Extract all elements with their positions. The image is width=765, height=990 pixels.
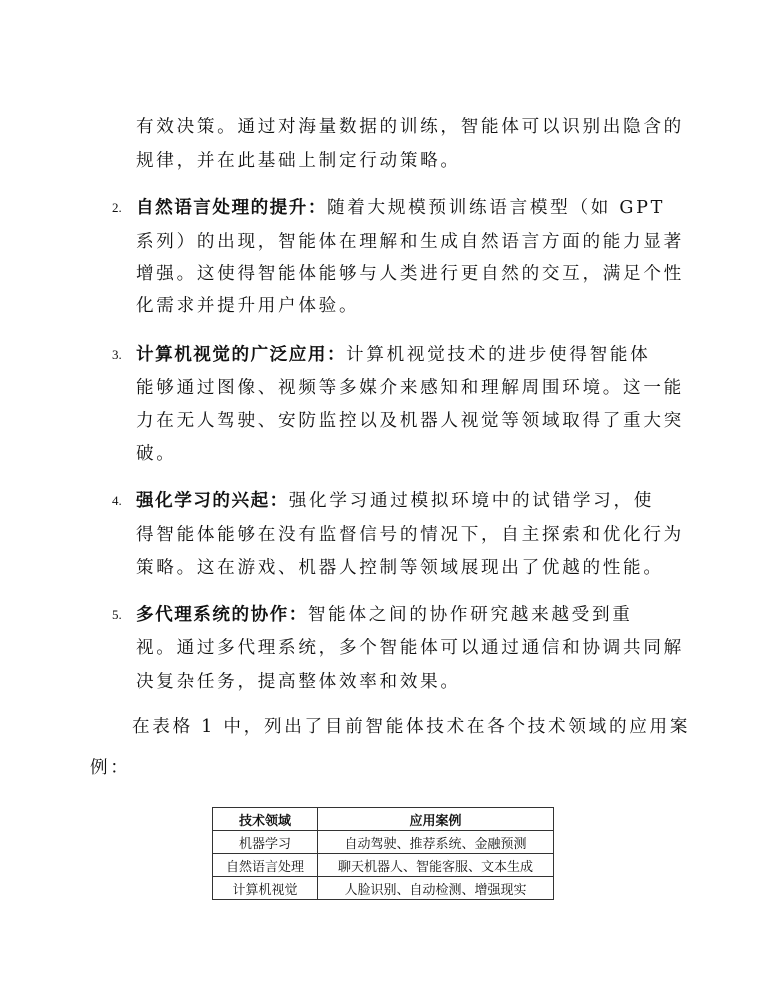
table-header-cell: 技术领域 — [213, 808, 318, 831]
list-item-title: 强化学习的兴起： — [136, 491, 289, 511]
list-item-line: 力在无人驾驶、安防监控以及机器人视觉等领域取得了重大突 — [136, 411, 684, 431]
list-item-line: 策略。这在游戏、机器人控制等领域展现出了优越的性能。 — [136, 558, 664, 578]
list-item-line: 得智能体能够在没有监督信号的情况下，自主探索和优化行为 — [136, 525, 684, 545]
table-cell: 聊天机器人、智能客服、文本生成 — [318, 854, 554, 877]
list-item-text: 计算机视觉技术的进步使得智能体 — [346, 345, 651, 365]
table-cell: 自动驾驶、推荐系统、金融预测 — [318, 831, 554, 854]
table-cell: 自然语言处理 — [213, 854, 318, 877]
list-item-line: 视。通过多代理系统，多个智能体可以通过通信和协调共同解 — [136, 638, 684, 658]
table-row — [213, 831, 554, 854]
table-cell: 人脸识别、自动检测、增强现实 — [318, 877, 554, 900]
closing-line-2: 例： — [90, 758, 131, 778]
intro-line-2: 规律，并在此基础上制定行动策略。 — [136, 151, 461, 171]
intro-line-1: 有效决策。通过对海量数据的训练，智能体可以识别出隐含的 — [136, 117, 684, 137]
list-item-title: 自然语言处理的提升： — [136, 198, 327, 218]
list-item-line: 破。 — [136, 444, 177, 464]
list-item-text: 智能体之间的协作研究越来越受到重 — [307, 605, 633, 625]
table-cell: 计算机视觉 — [213, 877, 318, 900]
list-item-text: 强化学习通过模拟环境中的试错学习，使 — [288, 491, 655, 511]
list-item-line: 能够通过图像、视频等多媒介来感知和理解周围环境。这一能 — [136, 378, 684, 398]
list-item-line: 化需求并提升用户体验。 — [136, 296, 360, 316]
closing-line-1: 在表格 1 中，列出了目前智能体技术在各个技术领域的应用案 — [132, 717, 691, 737]
list-item-line: 系列）的出现，智能体在理解和生成自然语言方面的能力显著 — [136, 232, 684, 252]
list-item-text: 随着大规模预训练语言模型（如 GPT — [326, 198, 666, 218]
list-number: 2. — [112, 200, 122, 215]
list-number: 5. — [112, 607, 122, 622]
table-row — [213, 877, 554, 900]
list-number: 4. — [112, 493, 122, 508]
applications-table — [212, 807, 554, 900]
list-item-first-line — [136, 489, 654, 513]
list-item-line: 增强。这使得智能体能够与人类进行更自然的交互，满足个性 — [136, 264, 684, 284]
list-item-title: 多代理系统的协作： — [136, 605, 308, 625]
table-row — [213, 854, 554, 877]
list-item-first-line — [136, 343, 650, 367]
list-number: 3. — [112, 347, 122, 362]
list-item-title: 计算机视觉的广泛应用： — [136, 345, 347, 365]
table-header-row — [213, 808, 554, 831]
table-header-cell: 应用案例 — [318, 808, 554, 831]
list-item-first-line — [136, 196, 665, 220]
table-cell: 机器学习 — [213, 831, 318, 854]
list-item-first-line — [136, 603, 633, 627]
list-item-line: 决复杂任务，提高整体效率和效果。 — [136, 672, 461, 692]
